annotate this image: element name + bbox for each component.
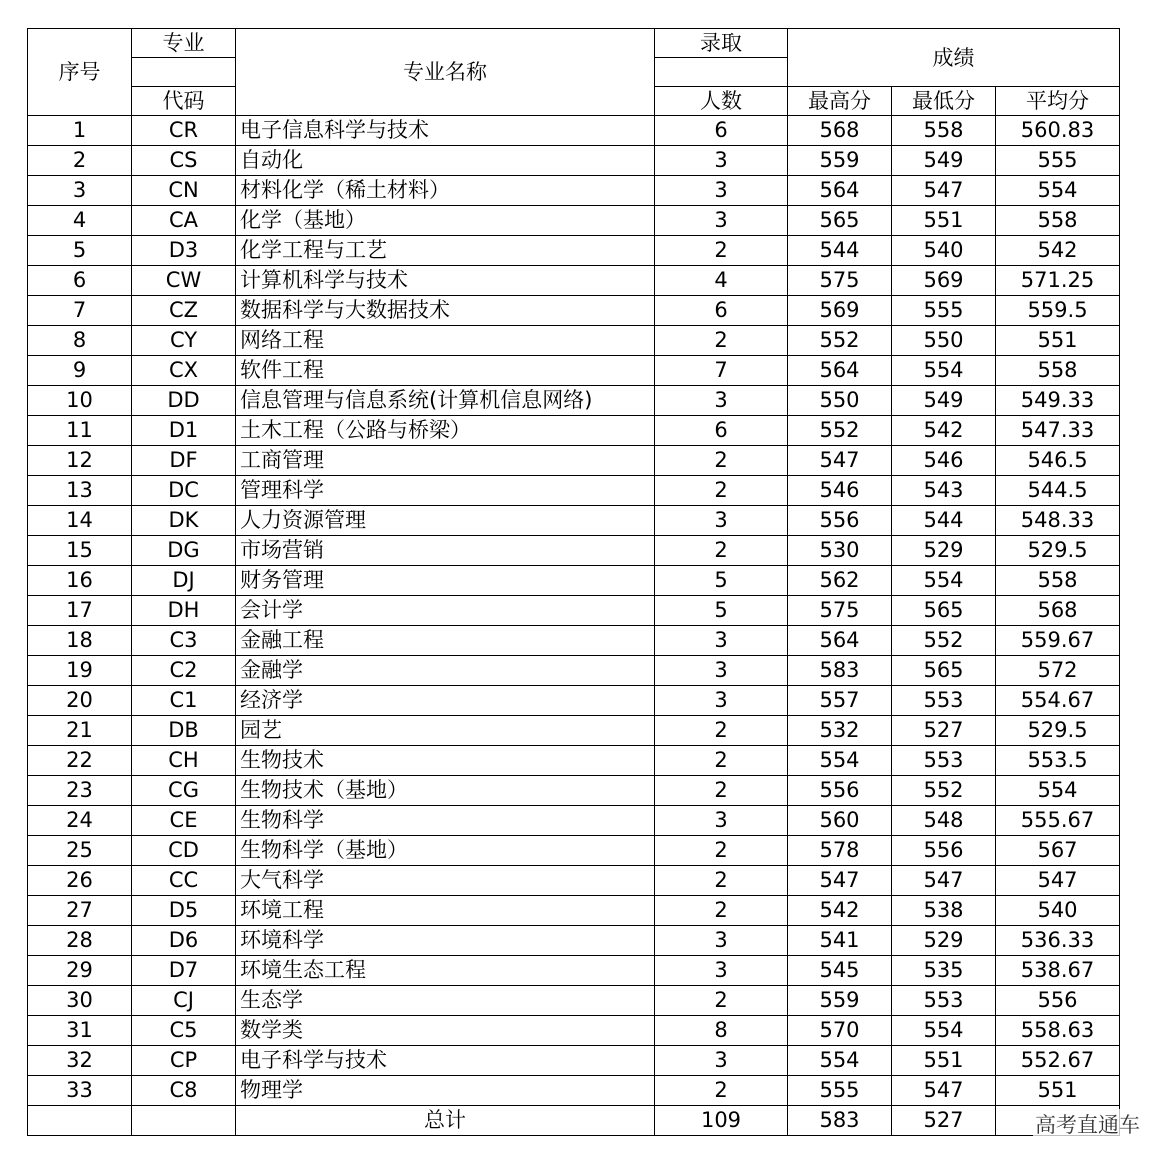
min-score: 543 (892, 476, 996, 506)
max-score: 583 (788, 656, 892, 686)
table-row (28, 986, 1120, 1016)
total-code-empty (132, 1106, 236, 1136)
max-score: 569 (788, 296, 892, 326)
major-code: D5 (132, 896, 236, 926)
major-code: CG (132, 776, 236, 806)
admit-count: 3 (655, 146, 788, 176)
admit-count: 3 (655, 626, 788, 656)
table-row (28, 416, 1120, 446)
major-name: 电子科学与技术 (236, 1046, 655, 1076)
major-code: CD (132, 836, 236, 866)
table-row (28, 446, 1120, 476)
table-row (28, 1016, 1120, 1046)
avg-score: 529.5 (996, 536, 1120, 566)
min-score: 540 (892, 236, 996, 266)
major-name: 人力资源管理 (236, 506, 655, 536)
max-score: 570 (788, 1016, 892, 1046)
admit-count: 3 (655, 686, 788, 716)
major-name: 环境生态工程 (236, 956, 655, 986)
header-score: 成绩 (788, 29, 1120, 87)
max-score: 547 (788, 446, 892, 476)
max-score: 550 (788, 386, 892, 416)
admit-count: 2 (655, 536, 788, 566)
major-code: D3 (132, 236, 236, 266)
table-row (28, 716, 1120, 746)
admit-count: 5 (655, 596, 788, 626)
admit-count: 3 (655, 656, 788, 686)
min-score: 549 (892, 146, 996, 176)
major-name: 自动化 (236, 146, 655, 176)
major-code: CA (132, 206, 236, 236)
max-score: 554 (788, 746, 892, 776)
max-score: 564 (788, 176, 892, 206)
total-label: 总计 (236, 1106, 655, 1136)
major-name: 工商管理 (236, 446, 655, 476)
total-count: 109 (655, 1106, 788, 1136)
table-row (28, 296, 1120, 326)
major-code: C1 (132, 686, 236, 716)
major-code: CS (132, 146, 236, 176)
header-row-1 (28, 29, 1120, 58)
row-number: 5 (28, 236, 132, 266)
total-max: 583 (788, 1106, 892, 1136)
major-name: 电子信息科学与技术 (236, 116, 655, 146)
min-score: 565 (892, 596, 996, 626)
avg-score: 542 (996, 236, 1120, 266)
header-seq: 序号 (28, 29, 132, 116)
row-number: 23 (28, 776, 132, 806)
row-number: 14 (28, 506, 132, 536)
avg-score: 554 (996, 776, 1120, 806)
table-row (28, 656, 1120, 686)
total-row (28, 1106, 1120, 1136)
avg-score: 529.5 (996, 716, 1120, 746)
avg-score: 568 (996, 596, 1120, 626)
row-number: 21 (28, 716, 132, 746)
avg-score: 547 (996, 866, 1120, 896)
min-score: 548 (892, 806, 996, 836)
table-row (28, 926, 1120, 956)
row-number: 15 (28, 536, 132, 566)
avg-score: 555 (996, 146, 1120, 176)
major-name: 环境工程 (236, 896, 655, 926)
min-score: 544 (892, 506, 996, 536)
major-code: CY (132, 326, 236, 356)
major-code: CR (132, 116, 236, 146)
max-score: 546 (788, 476, 892, 506)
major-code: C2 (132, 656, 236, 686)
table-row (28, 536, 1120, 566)
header-avg: 平均分 (996, 87, 1120, 116)
row-number: 24 (28, 806, 132, 836)
max-score: 530 (788, 536, 892, 566)
major-code: DG (132, 536, 236, 566)
min-score: 555 (892, 296, 996, 326)
max-score: 559 (788, 146, 892, 176)
row-number: 3 (28, 176, 132, 206)
major-name: 软件工程 (236, 356, 655, 386)
table-row (28, 176, 1120, 206)
row-number: 32 (28, 1046, 132, 1076)
major-name: 市场营销 (236, 536, 655, 566)
min-score: 538 (892, 896, 996, 926)
max-score: 568 (788, 116, 892, 146)
major-name: 生物技术 (236, 746, 655, 776)
max-score: 552 (788, 326, 892, 356)
total-min: 527 (892, 1106, 996, 1136)
max-score: 547 (788, 866, 892, 896)
table-row (28, 146, 1120, 176)
admit-count: 2 (655, 1076, 788, 1106)
major-code: D6 (132, 926, 236, 956)
major-code: CJ (132, 986, 236, 1016)
min-score: 551 (892, 206, 996, 236)
max-score: 556 (788, 506, 892, 536)
admit-count: 2 (655, 236, 788, 266)
admit-count: 3 (655, 206, 788, 236)
admit-count: 6 (655, 416, 788, 446)
max-score: 542 (788, 896, 892, 926)
major-name: 数学类 (236, 1016, 655, 1046)
major-name: 计算机科学与技术 (236, 266, 655, 296)
min-score: 527 (892, 716, 996, 746)
avg-score: 558.63 (996, 1016, 1120, 1046)
row-number: 10 (28, 386, 132, 416)
major-code: DB (132, 716, 236, 746)
major-code: DH (132, 596, 236, 626)
min-score: 565 (892, 656, 996, 686)
min-score: 547 (892, 176, 996, 206)
min-score: 546 (892, 446, 996, 476)
major-code: CZ (132, 296, 236, 326)
table-row (28, 566, 1120, 596)
avg-score: 553.5 (996, 746, 1120, 776)
header-max: 最高分 (788, 87, 892, 116)
admit-count: 2 (655, 326, 788, 356)
row-number: 26 (28, 866, 132, 896)
max-score: 555 (788, 1076, 892, 1106)
watermark-text: 高考直通车 (1033, 1109, 1142, 1139)
row-number: 31 (28, 1016, 132, 1046)
admit-count: 2 (655, 476, 788, 506)
major-code: DD (132, 386, 236, 416)
header-major-bottom: 代码 (132, 87, 236, 116)
major-name: 数据科学与大数据技术 (236, 296, 655, 326)
table-row (28, 896, 1120, 926)
major-name: 生态学 (236, 986, 655, 1016)
max-score: 557 (788, 686, 892, 716)
row-number: 2 (28, 146, 132, 176)
admit-count: 6 (655, 296, 788, 326)
avg-score: 555.67 (996, 806, 1120, 836)
admit-count: 3 (655, 1046, 788, 1076)
major-code: CX (132, 356, 236, 386)
table-row (28, 266, 1120, 296)
avg-score: 567 (996, 836, 1120, 866)
admit-count: 7 (655, 356, 788, 386)
major-code: CH (132, 746, 236, 776)
total-seq-empty (28, 1106, 132, 1136)
table-row (28, 746, 1120, 776)
max-score: 544 (788, 236, 892, 266)
row-number: 25 (28, 836, 132, 866)
avg-score: 558 (996, 566, 1120, 596)
max-score: 578 (788, 836, 892, 866)
admit-count: 2 (655, 896, 788, 926)
admit-count: 4 (655, 266, 788, 296)
min-score: 554 (892, 356, 996, 386)
header-admit-top: 录取 (655, 29, 788, 58)
admit-count: 3 (655, 506, 788, 536)
avg-score: 572 (996, 656, 1120, 686)
avg-score: 548.33 (996, 506, 1120, 536)
admit-count: 8 (655, 1016, 788, 1046)
major-name: 化学工程与工艺 (236, 236, 655, 266)
max-score: 552 (788, 416, 892, 446)
table-row (28, 326, 1120, 356)
avg-score: 540 (996, 896, 1120, 926)
admit-count: 2 (655, 776, 788, 806)
admit-count: 6 (655, 116, 788, 146)
table-row (28, 866, 1120, 896)
major-code: D7 (132, 956, 236, 986)
admit-count: 2 (655, 866, 788, 896)
min-score: 553 (892, 686, 996, 716)
major-name: 化学（基地） (236, 206, 655, 236)
header-major-top: 专业 (132, 29, 236, 58)
major-code: DK (132, 506, 236, 536)
max-score: 575 (788, 266, 892, 296)
max-score: 564 (788, 356, 892, 386)
min-score: 551 (892, 1046, 996, 1076)
major-code: C8 (132, 1076, 236, 1106)
row-number: 9 (28, 356, 132, 386)
admit-count: 2 (655, 446, 788, 476)
max-score: 562 (788, 566, 892, 596)
max-score: 560 (788, 806, 892, 836)
avg-score: 538.67 (996, 956, 1120, 986)
min-score: 558 (892, 116, 996, 146)
min-score: 529 (892, 536, 996, 566)
table-row (28, 806, 1120, 836)
row-number: 19 (28, 656, 132, 686)
table-row (28, 356, 1120, 386)
admit-count: 2 (655, 716, 788, 746)
min-score: 529 (892, 926, 996, 956)
max-score: 565 (788, 206, 892, 236)
header-name: 专业名称 (236, 29, 655, 116)
admit-count: 3 (655, 806, 788, 836)
table-row (28, 206, 1120, 236)
table-row (28, 476, 1120, 506)
header-admit-bottom: 人数 (655, 87, 788, 116)
table-row (28, 1076, 1120, 1106)
min-score: 569 (892, 266, 996, 296)
min-score: 549 (892, 386, 996, 416)
min-score: 553 (892, 986, 996, 1016)
table-row (28, 506, 1120, 536)
major-name: 网络工程 (236, 326, 655, 356)
major-name: 管理科学 (236, 476, 655, 506)
major-name: 金融工程 (236, 626, 655, 656)
row-number: 17 (28, 596, 132, 626)
table-row (28, 596, 1120, 626)
avg-score: 536.33 (996, 926, 1120, 956)
major-code: DF (132, 446, 236, 476)
row-number: 33 (28, 1076, 132, 1106)
row-number: 20 (28, 686, 132, 716)
min-score: 535 (892, 956, 996, 986)
major-code: DJ (132, 566, 236, 596)
row-number: 30 (28, 986, 132, 1016)
admit-count: 3 (655, 176, 788, 206)
major-code: C5 (132, 1016, 236, 1046)
max-score: 532 (788, 716, 892, 746)
row-number: 18 (28, 626, 132, 656)
max-score: 556 (788, 776, 892, 806)
table-row (28, 776, 1120, 806)
avg-score: 558 (996, 206, 1120, 236)
max-score: 554 (788, 1046, 892, 1076)
major-name: 大气科学 (236, 866, 655, 896)
admit-count: 2 (655, 836, 788, 866)
row-number: 29 (28, 956, 132, 986)
min-score: 547 (892, 1076, 996, 1106)
avg-score: 554 (996, 176, 1120, 206)
major-code: DC (132, 476, 236, 506)
major-name: 园艺 (236, 716, 655, 746)
avg-score: 556 (996, 986, 1120, 1016)
max-score: 545 (788, 956, 892, 986)
min-score: 547 (892, 866, 996, 896)
min-score: 550 (892, 326, 996, 356)
min-score: 542 (892, 416, 996, 446)
major-code: C3 (132, 626, 236, 656)
table-row (28, 836, 1120, 866)
row-number: 8 (28, 326, 132, 356)
row-number: 4 (28, 206, 132, 236)
major-name: 土木工程（公路与桥梁） (236, 416, 655, 446)
table-row (28, 386, 1120, 416)
row-number: 6 (28, 266, 132, 296)
avg-score: 549.33 (996, 386, 1120, 416)
admission-score-table (27, 28, 1120, 1136)
min-score: 556 (892, 836, 996, 866)
table-row (28, 116, 1120, 146)
major-name: 生物技术（基地） (236, 776, 655, 806)
row-number: 28 (28, 926, 132, 956)
table-row (28, 956, 1120, 986)
row-number: 16 (28, 566, 132, 596)
major-code: CW (132, 266, 236, 296)
table-row (28, 686, 1120, 716)
avg-score: 544.5 (996, 476, 1120, 506)
major-name: 生物科学（基地） (236, 836, 655, 866)
major-name: 环境科学 (236, 926, 655, 956)
min-score: 554 (892, 566, 996, 596)
admit-count: 3 (655, 956, 788, 986)
max-score: 564 (788, 626, 892, 656)
row-number: 1 (28, 116, 132, 146)
major-code: CC (132, 866, 236, 896)
major-name: 信息管理与信息系统(计算机信息网络) (236, 386, 655, 416)
major-name: 金融学 (236, 656, 655, 686)
major-name: 会计学 (236, 596, 655, 626)
admit-count: 3 (655, 386, 788, 416)
avg-score: 547.33 (996, 416, 1120, 446)
row-number: 22 (28, 746, 132, 776)
major-name: 生物科学 (236, 806, 655, 836)
avg-score: 551 (996, 1076, 1120, 1106)
row-number: 7 (28, 296, 132, 326)
avg-score: 560.83 (996, 116, 1120, 146)
row-number: 13 (28, 476, 132, 506)
major-code: CN (132, 176, 236, 206)
major-name: 财务管理 (236, 566, 655, 596)
min-score: 554 (892, 1016, 996, 1046)
header-admit-spacer (655, 58, 788, 87)
avg-score: 546.5 (996, 446, 1120, 476)
min-score: 552 (892, 776, 996, 806)
header-major-spacer (132, 58, 236, 87)
avg-score: 552.67 (996, 1046, 1120, 1076)
avg-score: 558 (996, 356, 1120, 386)
max-score: 575 (788, 596, 892, 626)
header-min: 最低分 (892, 87, 996, 116)
admit-count: 5 (655, 566, 788, 596)
major-code: CE (132, 806, 236, 836)
admit-count: 2 (655, 986, 788, 1016)
table-row (28, 236, 1120, 266)
max-score: 541 (788, 926, 892, 956)
major-code: CP (132, 1046, 236, 1076)
major-name: 物理学 (236, 1076, 655, 1106)
min-score: 553 (892, 746, 996, 776)
max-score: 559 (788, 986, 892, 1016)
avg-score: 559.5 (996, 296, 1120, 326)
avg-score: 551 (996, 326, 1120, 356)
major-name: 经济学 (236, 686, 655, 716)
row-number: 27 (28, 896, 132, 926)
admit-count: 2 (655, 746, 788, 776)
major-code: D1 (132, 416, 236, 446)
avg-score: 554.67 (996, 686, 1120, 716)
major-name: 材料化学（稀土材料） (236, 176, 655, 206)
table-row (28, 1046, 1120, 1076)
min-score: 552 (892, 626, 996, 656)
row-number: 11 (28, 416, 132, 446)
table-row (28, 626, 1120, 656)
row-number: 12 (28, 446, 132, 476)
avg-score: 571.25 (996, 266, 1120, 296)
admit-count: 3 (655, 926, 788, 956)
avg-score: 559.67 (996, 626, 1120, 656)
